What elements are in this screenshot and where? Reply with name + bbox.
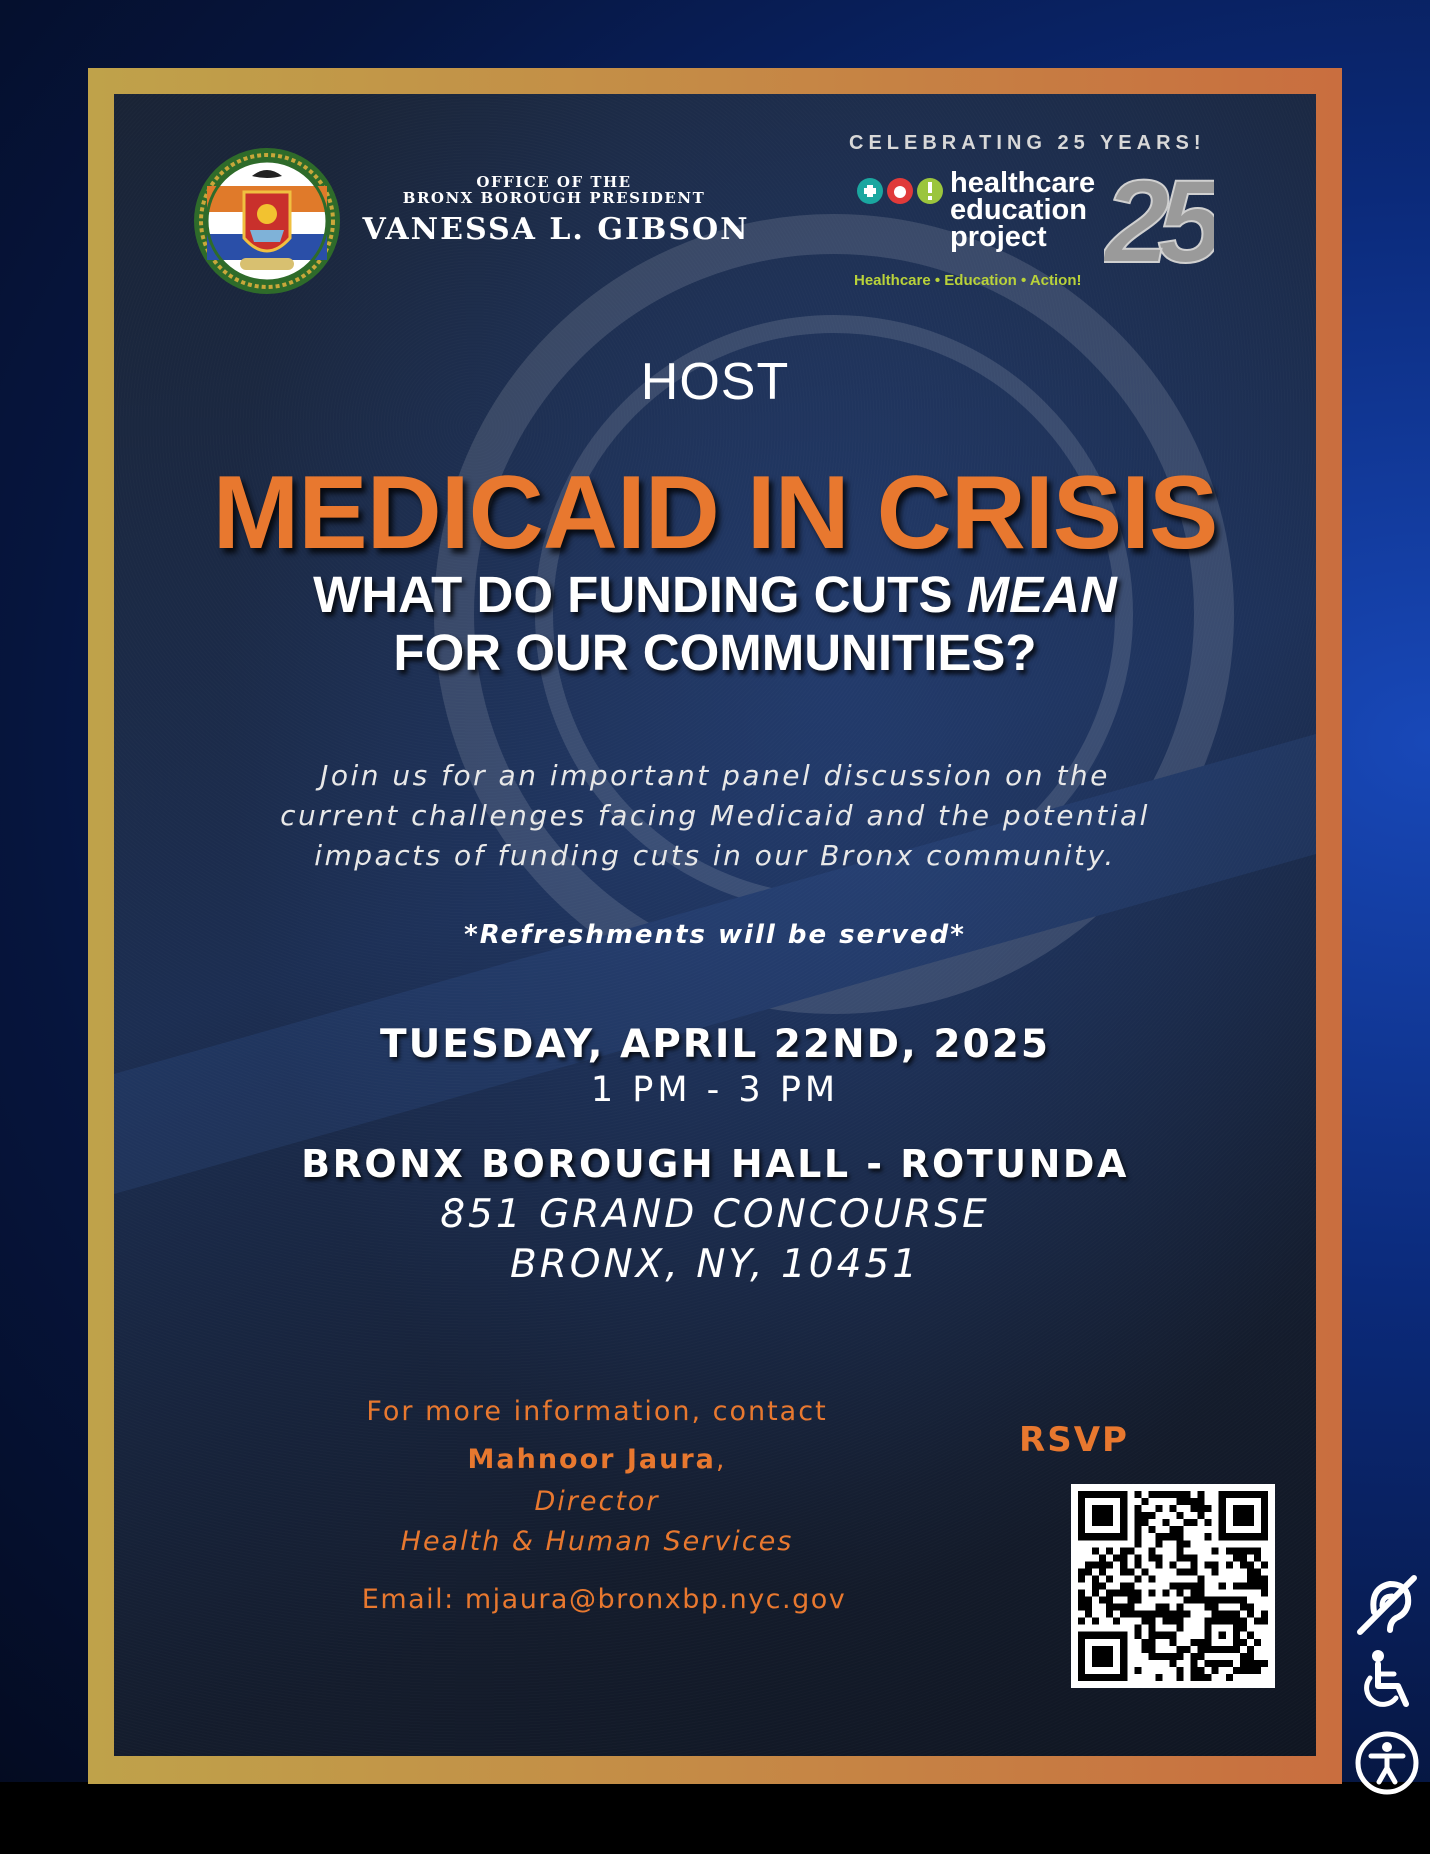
subtitle-emphasis: MEAN: [966, 566, 1117, 623]
celebrating-banner: CELEBRATING 25 YEARS!: [849, 132, 1206, 154]
contact-name: Mahnoor Jaura: [467, 1444, 716, 1475]
description-line2: current challenges facing Medicaid and the potential: [280, 799, 1150, 832]
address-line2: BRONX, NY, 10451: [509, 1242, 921, 1287]
flyer-panel: [114, 94, 1316, 1756]
accessibility-icon[interactable]: [1352, 1730, 1422, 1796]
hearing-assistance-icon: [1352, 1572, 1422, 1638]
contact-email[interactable]: Email: mjaura@bronxbp.nyc.gov: [361, 1584, 847, 1615]
subtitle-line2: FOR OUR COMMUNITIES?: [393, 624, 1037, 681]
office-line1: OFFICE OF THE: [476, 173, 632, 191]
office-line2: BRONX BOROUGH PRESIDENT: [402, 189, 706, 207]
borough-seal-icon: [192, 146, 342, 296]
borough-president-name: VANESSA L. GIBSON: [362, 212, 750, 247]
hep-name-line3: project: [950, 221, 1047, 253]
hep-name: [950, 167, 1096, 253]
event-title: MEDICAID IN CRISIS: [212, 455, 1218, 571]
hep-name-line2: education: [950, 194, 1087, 226]
description-line1: Join us for an important panel discussion on the: [320, 759, 1110, 792]
event-subtitle: [114, 566, 1316, 682]
office-heading: [394, 174, 714, 206]
host-label: HOST: [640, 353, 790, 411]
description-line3: impacts of funding cuts in our Bronx community.: [314, 839, 1116, 872]
rsvp-qr-code[interactable]: [1071, 1484, 1275, 1688]
subtitle-line1-text: WHAT DO FUNDING CUTS: [313, 566, 967, 623]
anniversary-25-text: 25: [1104, 156, 1212, 282]
hep-logo-icon: [856, 176, 946, 206]
contact-department: Health & Human Services: [400, 1526, 794, 1557]
contact-title: Director: [534, 1486, 660, 1517]
address-line1: 851 GRAND CONCOURSE: [440, 1192, 990, 1237]
anniversary-25-graphic: [1104, 152, 1214, 282]
bottom-band: [0, 1782, 1430, 1854]
contact-name-line: [364, 1444, 830, 1475]
wheelchair-icon: [1352, 1648, 1422, 1714]
contact-name-comma: ,: [715, 1444, 727, 1475]
event-time: 1 PM - 3 PM: [590, 1070, 840, 1110]
contact-intro: For more information, contact: [366, 1396, 828, 1427]
rsvp-label: RSVP: [1019, 1420, 1129, 1460]
hep-tagline: Healthcare • Education • Action!: [854, 272, 1082, 289]
event-date: TUESDAY, APRIL 22ND, 2025: [380, 1022, 1050, 1067]
subtitle-line1: [114, 566, 1316, 624]
event-venue: BRONX BOROUGH HALL - ROTUNDA: [301, 1142, 1129, 1186]
hep-name-line1: healthcare: [950, 167, 1096, 199]
refreshments-note: *Refreshments will be served*: [464, 920, 966, 950]
qr-code-icon: [1071, 1484, 1275, 1688]
event-description: [114, 756, 1316, 876]
